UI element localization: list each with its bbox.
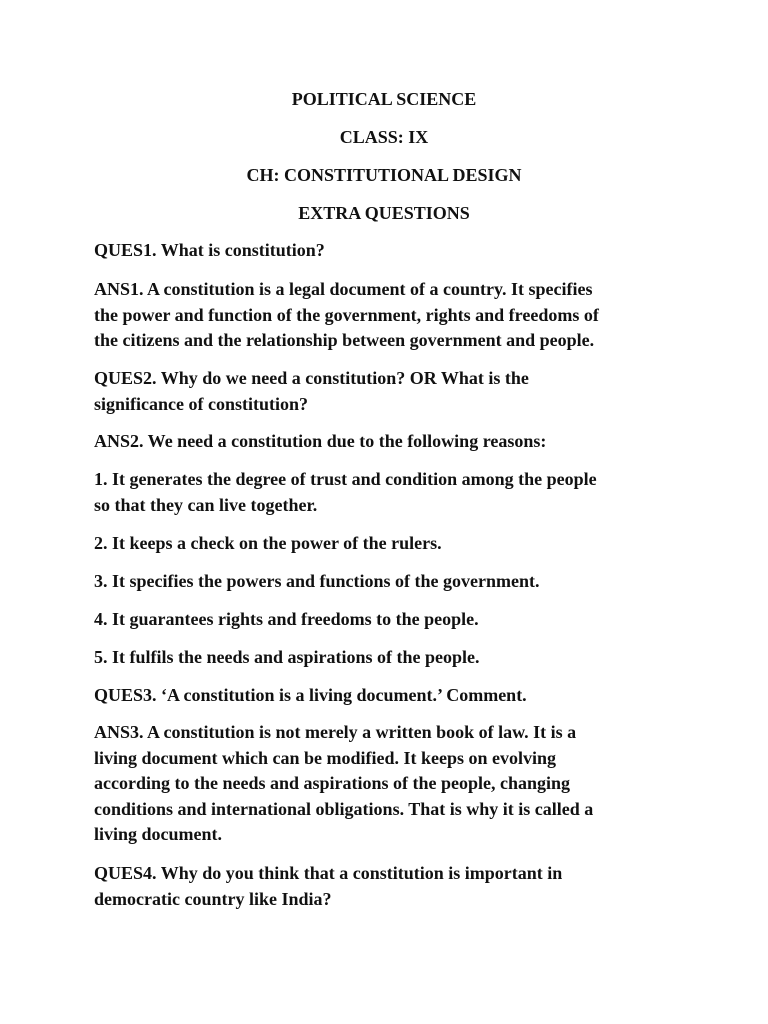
reason-1	[94, 467, 684, 518]
reason-4	[94, 607, 684, 633]
reason-5	[94, 645, 684, 671]
text-line: conditions and international obligations. That is why it is called a	[94, 798, 594, 819]
reason-3	[94, 569, 684, 595]
answer-1	[94, 277, 684, 354]
answer-3	[94, 720, 684, 848]
text-line: 2. It keeps a check on the power of the rulers.	[94, 533, 442, 553]
class-heading: CLASS: IX	[339, 127, 429, 147]
question-2	[94, 366, 684, 417]
text-line: QUES4. Why do you think that a constitution is important in	[94, 863, 563, 883]
reason-2	[94, 531, 684, 557]
text-line: QUES2. Why do we need a constitution? OR What is the	[94, 368, 529, 388]
text-line: ANS3. A constitution is not merely a written book of law. It is a	[94, 722, 577, 742]
text-line: 4. It guarantees rights and freedoms to the people.	[94, 609, 479, 629]
question-4	[94, 861, 684, 912]
chapter-heading: CH: CONSTITUTIONAL DESIGN	[246, 165, 522, 185]
text-line: 5. It fulfils the needs and aspirations of the people.	[94, 647, 480, 667]
section-heading: EXTRA QUESTIONS	[298, 203, 470, 223]
text-line: QUES3. ‘A constitution is a living document.’ Comment.	[94, 685, 527, 705]
question-3	[94, 683, 684, 709]
text-line: ANS1. A constitution is a legal document of a country. It specifies	[94, 279, 593, 299]
text-line: 1. It generates the degree of trust and condition among the people	[94, 469, 597, 489]
question-1	[94, 238, 684, 264]
text-line: so that they can live together.	[94, 494, 318, 515]
text-line: living document.	[94, 824, 223, 844]
text-line: democratic country like India?	[94, 888, 332, 909]
text-line: the citizens and the relationship between government and people.	[94, 330, 595, 350]
subject-heading: POLITICAL SCIENCE	[291, 89, 477, 109]
text-line: 3. It specifies the powers and functions of the government.	[94, 571, 540, 591]
text-line: QUES1. What is constitution?	[94, 240, 325, 260]
answer-2	[94, 429, 684, 455]
text-line: the power and function of the government, rights and freedoms of	[94, 304, 599, 325]
text-line: according to the needs and aspirations of the people, changing	[94, 773, 571, 793]
text-line: living document which can be modified. It keeps on evolving	[94, 747, 557, 768]
text-line: significance of constitution?	[94, 393, 308, 414]
text-line: ANS2. We need a constitution due to the following reasons:	[94, 431, 547, 451]
